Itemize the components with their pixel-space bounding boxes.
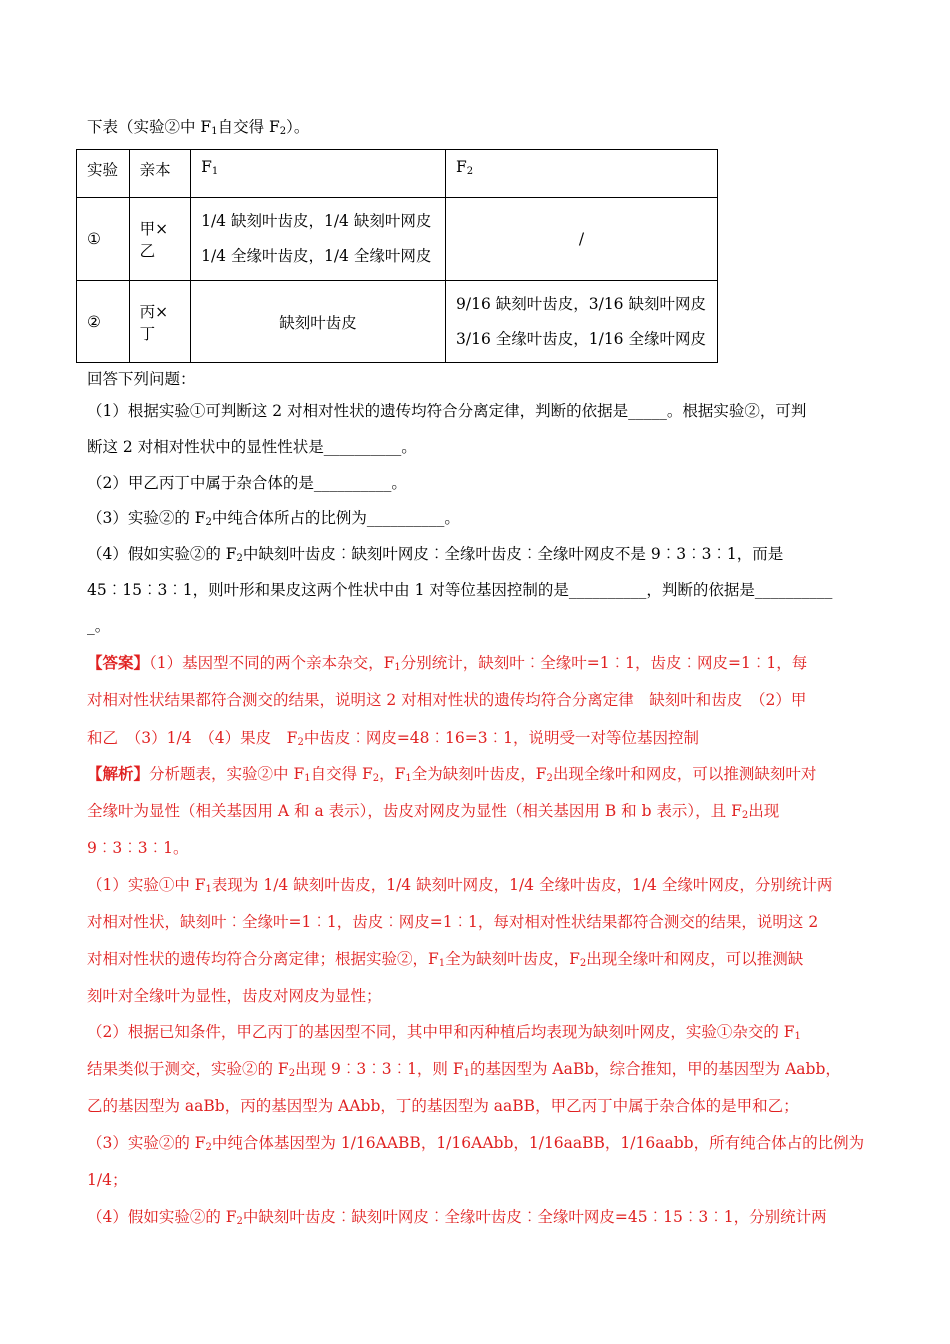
analysis-p4-line-1: （4）假如实验②的 $F_2$中缺刻叶齿皮︰缺刻叶网皮︰全缘叶齿皮︰全缘叶网皮=45︰15︰3︰1，分别统计两 xyxy=(87,1208,827,1227)
question-3: （3）实验②的 $F_2$中纯合体所占的比例为__________。 xyxy=(87,509,460,528)
analysis-tag: 【解析】 xyxy=(87,764,150,783)
cell-parent: 丙×丁 xyxy=(129,281,190,363)
analysis-p3-line-2: 1/4； xyxy=(87,1171,128,1189)
cell-f1 xyxy=(191,198,446,281)
table-row xyxy=(77,281,718,363)
table-row xyxy=(77,198,718,281)
answer-line-1: 【答案】（1）基因型不同的两个亲本杂交，$F_1$分别统计，缺刻叶︰全缘叶=1︰1，齿皮︰网皮=1︰1，每 xyxy=(87,653,808,673)
questions-prompt: 回答下列问题： xyxy=(87,370,196,388)
header-experiment: 实验 xyxy=(77,150,130,198)
question-1-line-2: 断这 2 对相对性状中的显性性状是__________。 xyxy=(87,438,417,456)
analysis-p1-line-4: 刻叶对全缘叶为显性，齿皮对网皮为显性； xyxy=(87,987,382,1005)
cell-f1: 缺刻叶齿皮 xyxy=(191,281,446,363)
question-1-line-1: （1）根据实验①可判断这 2 对相对性状的遗传均符合分离定律，判断的依据是_____。根据实验②，可判 xyxy=(87,402,807,420)
intro-text-c: ）。 xyxy=(286,118,310,136)
cell-parent: 甲×乙 xyxy=(129,198,190,281)
analysis-line-3: 9︰3︰3︰1。 xyxy=(87,839,189,857)
cell-f2 xyxy=(446,281,718,363)
cell-f2-line: 3/16 全缘叶齿皮，1/16 全缘叶网皮 xyxy=(456,329,706,348)
subscript: 2 xyxy=(279,126,287,137)
table-intro xyxy=(87,117,309,142)
cell-experiment: ② xyxy=(77,281,130,363)
analysis-p1-line-1: （1）实验①中 $F_1$表现为 1/4 缺刻叶齿皮，1/4 缺刻叶网皮，1/4 全缘叶齿皮，1/4 全缘叶网皮，分别统计两 xyxy=(87,876,833,895)
cell-f1-line: 1/4 全缘叶齿皮，1/4 全缘叶网皮 xyxy=(201,247,432,265)
cell-f2: / xyxy=(446,198,718,281)
cell-experiment: ① xyxy=(77,198,130,281)
analysis-p2-line-1: （2）根据已知条件，甲乙丙丁的基因型不同，其中甲和丙种植后均表现为缺刻叶网皮，实验①杂交的 $F_1$ xyxy=(87,1023,801,1042)
question-2: （2）甲乙丙丁中属于杂合体的是__________。 xyxy=(87,474,407,492)
analysis-p2-line-3: 乙的基因型为 aaBb，丙的基因型为 AAbb，丁的基因型为 aaBB，甲乙丙丁中属于杂合体的是甲和乙； xyxy=(87,1097,799,1115)
intro-text-b: 自交得 F xyxy=(217,118,280,136)
analysis-p3-line-1: （3）实验②的 $F_2$中纯合体基因型为 1/16AABB，1/16AAbb，1/16aaBB，1/16aabb，所有纯合体占的比例为 xyxy=(87,1134,865,1153)
header-f1: $F_1$ xyxy=(191,150,446,198)
subscript: 1 xyxy=(211,126,218,137)
analysis-line-2: 全缘叶为显性（相关基因用 A 和 a 表示），齿皮对网皮为显性（相关基因用 B 和 b 表示），且 $F_2$出现 xyxy=(87,802,780,821)
analysis-p1-line-3: 对相对性状的遗传均符合分离定律；根据实验②，$F_1$全为缺刻叶齿皮，$F_2$出现全缘叶和网皮，可以推测缺 xyxy=(87,950,804,969)
intro-text-a: 下表（实验②中 F xyxy=(87,118,212,136)
analysis-line-1: 【解析】分析题表，实验②中 $F_1$自交得 $F_2$，$F_1$全为缺刻叶齿皮，$F_2$出现全缘叶和网皮，可以推测缺刻叶对 xyxy=(87,764,817,784)
question-4-line-1: （4）假如实验②的 $F_2$中缺刻叶齿皮︰缺刻叶网皮︰全缘叶齿皮︰全缘叶网皮不是 9︰3︰3︰1，而是 xyxy=(87,545,784,564)
cell-f2-line: 9/16 缺刻叶齿皮，3/16 缺刻叶网皮 xyxy=(456,294,706,313)
question-4-line-3: _。 xyxy=(87,617,111,635)
cell-f1-line: 1/4 缺刻叶齿皮，1/4 缺刻叶网皮 xyxy=(201,212,432,230)
answer-tag: 【答案】 xyxy=(87,653,150,672)
answer-line-2: 对相对性状结果都符合测交的结果，说明这 2 对相对性状的遗传均符合分离定律 缺刻叶和齿皮 （2）甲 xyxy=(87,691,807,709)
analysis-p1-line-2: 对相对性状，缺刻叶︰全缘叶=1︰1，齿皮︰网皮=1︰1，每对相对性状结果都符合测交的结果，说明这 2 xyxy=(87,913,819,931)
question-4-line-2: 45︰15︰3︰1，则叶形和果皮这两个性状中由 1 对等位基因控制的是__________，判断的依据是__________ xyxy=(87,581,833,599)
table-header-row xyxy=(77,150,718,198)
header-parent: 亲本 xyxy=(129,150,190,198)
analysis-p2-line-2: 结果类似于测交，实验②的 $F_2$出现 9︰3︰3︰1，则 $F_1$的基因型为 AaBb，综合推知，甲的基因型为 Aabb， xyxy=(87,1060,841,1079)
header-f2: $F_2$ xyxy=(446,150,718,198)
experiment-table xyxy=(76,149,718,363)
answer-line-3: 和乙 （3）1/4 （4）果皮 $F_2$中齿皮︰网皮=48︰16=3︰1，说明受一对等位基因控制 xyxy=(87,729,699,748)
